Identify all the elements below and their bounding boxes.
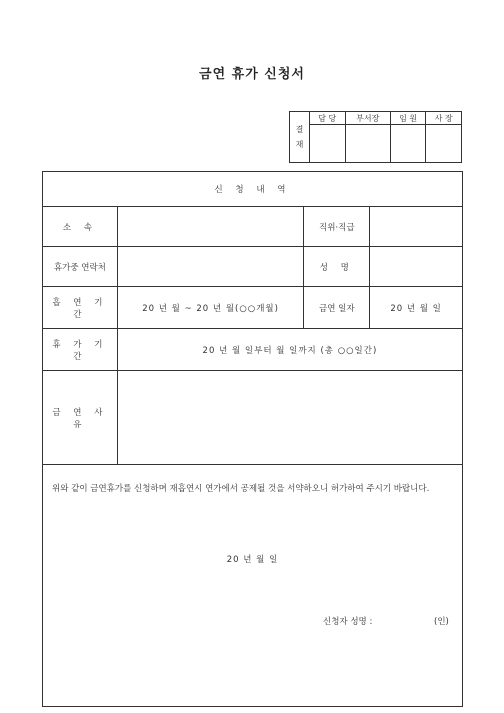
reason-label: 금 연 사 유 bbox=[43, 371, 118, 465]
approval-sign-staff[interactable] bbox=[310, 125, 346, 163]
contact-label: 휴가중 연락처 bbox=[43, 247, 118, 287]
seal-mark[interactable]: (인) bbox=[434, 617, 449, 627]
approval-sign-president[interactable] bbox=[426, 125, 462, 163]
approval-header-president: 사 장 bbox=[426, 112, 462, 125]
declaration-area bbox=[43, 465, 463, 707]
declaration-date[interactable]: 20 년 월 일 bbox=[226, 555, 279, 565]
approval-side-label-top: 결 bbox=[295, 125, 304, 134]
reason-field[interactable] bbox=[117, 371, 462, 465]
smoking-period-label: 흡 연 기 간 bbox=[43, 287, 118, 329]
declaration-text: 위와 같이 금연휴가를 신청하며 재흡연시 연가에서 공제될 것을 서약하오니 허가하여 주시기 바랍니다. bbox=[52, 484, 430, 494]
name-field[interactable] bbox=[370, 247, 463, 287]
approval-header-executive: 임 원 bbox=[390, 112, 426, 125]
section-title: 신 청 내 역 bbox=[43, 172, 463, 207]
name-label: 성 명 bbox=[304, 247, 370, 287]
contact-field[interactable] bbox=[117, 247, 304, 287]
approval-table bbox=[289, 111, 462, 163]
position-label: 직위·직급 bbox=[304, 207, 370, 247]
position-field[interactable] bbox=[370, 207, 463, 247]
document-title: 금연 휴가 신청서 bbox=[199, 67, 305, 82]
quit-date-label: 금연 일자 bbox=[304, 287, 370, 329]
approval-side-label-bottom: 재 bbox=[295, 140, 304, 149]
approval-header-dept-head: 부서장 bbox=[345, 112, 390, 125]
leave-period-field[interactable]: 20 년 월 일부터 월 일까지 (총 ○○일간) bbox=[117, 329, 462, 371]
approval-sign-dept-head[interactable] bbox=[345, 125, 390, 163]
approval-sign-executive[interactable] bbox=[390, 125, 426, 163]
affiliation-field[interactable] bbox=[117, 207, 304, 247]
smoking-period-field[interactable]: 20 년 월 ~ 20 년 월(○○개월) bbox=[117, 287, 304, 329]
affiliation-label: 소 속 bbox=[43, 207, 118, 247]
approval-header-staff: 담 당 bbox=[310, 112, 346, 125]
quit-date-field[interactable]: 20 년 월 일 bbox=[370, 287, 463, 329]
approval-side-label bbox=[290, 112, 310, 163]
leave-period-label: 휴 가 기 간 bbox=[43, 329, 118, 371]
application-form-table bbox=[42, 171, 463, 707]
signature-label: 신청자 성명 : bbox=[323, 617, 373, 627]
